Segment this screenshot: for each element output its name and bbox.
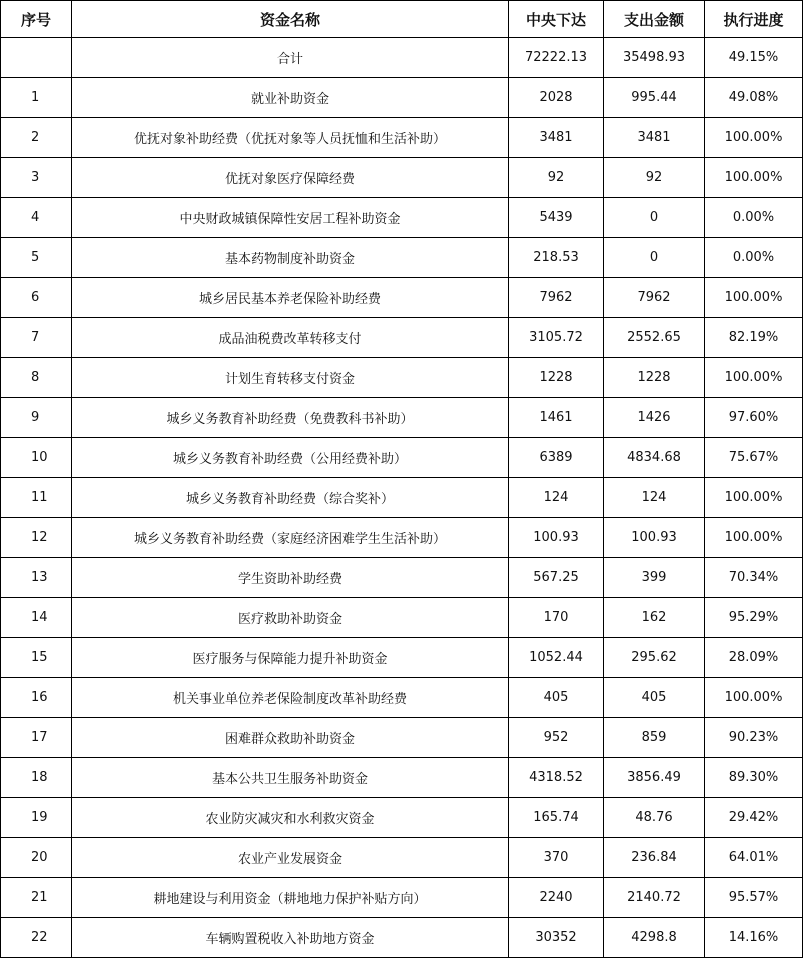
row-index: 15 — [1, 638, 72, 678]
row-spend-amount: 399 — [604, 558, 705, 598]
row-central-amount: 405 — [509, 678, 604, 718]
row-central-amount: 7962 — [509, 278, 604, 318]
row-central-amount: 100.93 — [509, 518, 604, 558]
row-progress: 90.23% — [705, 718, 803, 758]
row-central-amount: 92 — [509, 158, 604, 198]
total-label: 合计 — [72, 38, 509, 78]
row-central-amount: 370 — [509, 838, 604, 878]
row-fund-name: 城乡居民基本养老保险补助经费 — [72, 278, 509, 318]
table-row — [1, 798, 803, 838]
row-fund-name: 耕地建设与利用资金（耕地地力保护补贴方向） — [72, 878, 509, 918]
row-index: 11 — [1, 478, 72, 518]
row-progress: 100.00% — [705, 278, 803, 318]
row-progress: 95.29% — [705, 598, 803, 638]
row-spend-amount: 3856.49 — [604, 758, 705, 798]
table-row — [1, 638, 803, 678]
row-central-amount: 1052.44 — [509, 638, 604, 678]
table-row — [1, 718, 803, 758]
table-row — [1, 918, 803, 958]
row-progress: 0.00% — [705, 198, 803, 238]
row-progress: 100.00% — [705, 118, 803, 158]
table-row — [1, 558, 803, 598]
row-index: 13 — [1, 558, 72, 598]
row-index: 1 — [1, 78, 72, 118]
row-progress: 89.30% — [705, 758, 803, 798]
row-central-amount: 165.74 — [509, 798, 604, 838]
row-spend-amount: 236.84 — [604, 838, 705, 878]
table-row — [1, 158, 803, 198]
row-spend-amount: 2552.65 — [604, 318, 705, 358]
row-fund-name: 城乡义务教育补助经费（公用经费补助） — [72, 438, 509, 478]
total-row — [1, 38, 803, 78]
total-progress: 49.15% — [705, 38, 803, 78]
row-fund-name: 优抚对象医疗保障经费 — [72, 158, 509, 198]
row-fund-name: 中央财政城镇保障性安居工程补助资金 — [72, 198, 509, 238]
table-row — [1, 238, 803, 278]
total-spend: 35498.93 — [604, 38, 705, 78]
row-index: 19 — [1, 798, 72, 838]
row-central-amount: 1228 — [509, 358, 604, 398]
row-spend-amount: 92 — [604, 158, 705, 198]
table-row — [1, 598, 803, 638]
row-fund-name: 计划生育转移支付资金 — [72, 358, 509, 398]
row-spend-amount: 2140.72 — [604, 878, 705, 918]
row-fund-name: 农业防灾减灾和水利救灾资金 — [72, 798, 509, 838]
table-row — [1, 118, 803, 158]
row-central-amount: 30352 — [509, 918, 604, 958]
row-index: 3 — [1, 158, 72, 198]
row-spend-amount: 162 — [604, 598, 705, 638]
total-central: 72222.13 — [509, 38, 604, 78]
row-progress: 97.60% — [705, 398, 803, 438]
row-index: 14 — [1, 598, 72, 638]
row-spend-amount: 4834.68 — [604, 438, 705, 478]
row-spend-amount: 124 — [604, 478, 705, 518]
header-spend: 支出金额 — [604, 1, 705, 38]
row-spend-amount: 995.44 — [604, 78, 705, 118]
table-row — [1, 678, 803, 718]
row-progress: 100.00% — [705, 158, 803, 198]
table-row — [1, 278, 803, 318]
row-spend-amount: 0 — [604, 238, 705, 278]
header-central: 中央下达 — [509, 1, 604, 38]
row-index: 10 — [1, 438, 72, 478]
row-fund-name: 城乡义务教育补助经费（综合奖补） — [72, 478, 509, 518]
row-fund-name: 就业补助资金 — [72, 78, 509, 118]
header-row — [1, 1, 803, 38]
row-central-amount: 5439 — [509, 198, 604, 238]
row-index: 2 — [1, 118, 72, 158]
row-central-amount: 3481 — [509, 118, 604, 158]
row-index: 6 — [1, 278, 72, 318]
table-row — [1, 78, 803, 118]
row-progress: 100.00% — [705, 518, 803, 558]
table-row — [1, 198, 803, 238]
row-spend-amount: 7962 — [604, 278, 705, 318]
row-fund-name: 医疗服务与保障能力提升补助资金 — [72, 638, 509, 678]
header-index: 序号 — [1, 1, 72, 38]
row-progress: 28.09% — [705, 638, 803, 678]
row-central-amount: 1461 — [509, 398, 604, 438]
total-index — [1, 38, 72, 78]
row-central-amount: 170 — [509, 598, 604, 638]
row-central-amount: 218.53 — [509, 238, 604, 278]
row-spend-amount: 859 — [604, 718, 705, 758]
row-fund-name: 机关事业单位养老保险制度改革补助经费 — [72, 678, 509, 718]
row-progress: 100.00% — [705, 678, 803, 718]
row-index: 7 — [1, 318, 72, 358]
row-central-amount: 2240 — [509, 878, 604, 918]
row-index: 4 — [1, 198, 72, 238]
row-index: 21 — [1, 878, 72, 918]
row-progress: 70.34% — [705, 558, 803, 598]
row-fund-name: 困难群众救助补助资金 — [72, 718, 509, 758]
row-progress: 14.16% — [705, 918, 803, 958]
table-row — [1, 398, 803, 438]
row-central-amount: 4318.52 — [509, 758, 604, 798]
table-row — [1, 318, 803, 358]
table-row — [1, 438, 803, 478]
row-fund-name: 农业产业发展资金 — [72, 838, 509, 878]
table-row — [1, 758, 803, 798]
row-central-amount: 952 — [509, 718, 604, 758]
row-progress: 75.67% — [705, 438, 803, 478]
row-index: 12 — [1, 518, 72, 558]
table-row — [1, 518, 803, 558]
row-central-amount: 567.25 — [509, 558, 604, 598]
table-row — [1, 838, 803, 878]
row-central-amount: 6389 — [509, 438, 604, 478]
row-fund-name: 成品油税费改革转移支付 — [72, 318, 509, 358]
row-progress: 49.08% — [705, 78, 803, 118]
row-progress: 95.57% — [705, 878, 803, 918]
row-spend-amount: 100.93 — [604, 518, 705, 558]
table-row — [1, 358, 803, 398]
header-name: 资金名称 — [72, 1, 509, 38]
row-index: 9 — [1, 398, 72, 438]
row-fund-name: 基本公共卫生服务补助资金 — [72, 758, 509, 798]
row-progress: 100.00% — [705, 358, 803, 398]
header-progress: 执行进度 — [705, 1, 803, 38]
row-spend-amount: 48.76 — [604, 798, 705, 838]
row-spend-amount: 1426 — [604, 398, 705, 438]
row-progress: 82.19% — [705, 318, 803, 358]
row-fund-name: 医疗救助补助资金 — [72, 598, 509, 638]
row-fund-name: 学生资助补助经费 — [72, 558, 509, 598]
row-progress: 0.00% — [705, 238, 803, 278]
row-spend-amount: 405 — [604, 678, 705, 718]
row-index: 20 — [1, 838, 72, 878]
row-progress: 64.01% — [705, 838, 803, 878]
row-fund-name: 基本药物制度补助资金 — [72, 238, 509, 278]
table-row — [1, 878, 803, 918]
row-index: 22 — [1, 918, 72, 958]
table-row — [1, 478, 803, 518]
row-index: 17 — [1, 718, 72, 758]
row-spend-amount: 295.62 — [604, 638, 705, 678]
row-central-amount: 3105.72 — [509, 318, 604, 358]
row-fund-name: 城乡义务教育补助经费（家庭经济困难学生生活补助） — [72, 518, 509, 558]
row-spend-amount: 1228 — [604, 358, 705, 398]
row-progress: 100.00% — [705, 478, 803, 518]
row-index: 18 — [1, 758, 72, 798]
row-fund-name: 优抚对象补助经费（优抚对象等人员抚恤和生活补助） — [72, 118, 509, 158]
row-spend-amount: 0 — [604, 198, 705, 238]
row-fund-name: 车辆购置税收入补助地方资金 — [72, 918, 509, 958]
row-progress: 29.42% — [705, 798, 803, 838]
row-index: 8 — [1, 358, 72, 398]
row-index: 16 — [1, 678, 72, 718]
row-spend-amount: 4298.8 — [604, 918, 705, 958]
row-central-amount: 2028 — [509, 78, 604, 118]
row-fund-name: 城乡义务教育补助经费（免费教科书补助） — [72, 398, 509, 438]
row-index: 5 — [1, 238, 72, 278]
row-central-amount: 124 — [509, 478, 604, 518]
row-spend-amount: 3481 — [604, 118, 705, 158]
